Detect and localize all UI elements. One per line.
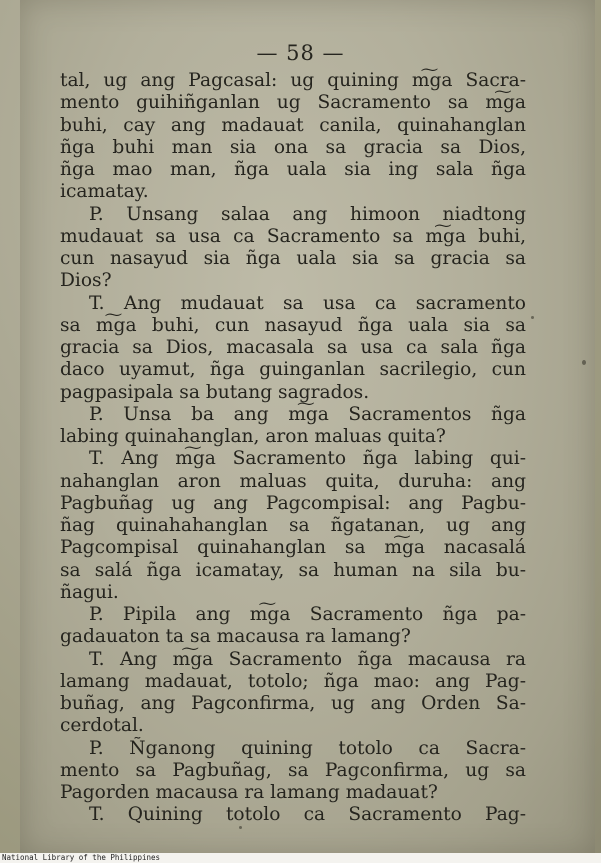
text-line: P. Unsa ba ang m͠ga Sacramentos ñga (89, 403, 526, 425)
text-line: ñag quinahahanglan sa ñgatanan, ug ang (60, 515, 526, 536)
text-line: ñagui. (60, 581, 119, 603)
text-line: T. Ang m͠ga Sacramento ñga labing qui- (89, 448, 526, 470)
text-line: Dios? (60, 270, 112, 292)
text-line: mento sa Pagbuñag, sa Pagconfirma, ug sa (60, 759, 526, 781)
footer-bar (0, 853, 601, 863)
text-line: Pagbuñag ug ang Pagcompisal: ang Pagbu- (60, 492, 526, 514)
paper-speck (531, 316, 534, 319)
text-line: mudauat sa usa ca Sacramento sa m͠ga buhi, (60, 225, 526, 247)
text-line: T. Ang m͠ga Sacramento ñga macausa ra (89, 648, 526, 670)
text-line: T. Quining totolo ca Sacramento Pag- (89, 804, 526, 826)
text-line: Pagorden macausa ra lamang madauat? (60, 782, 438, 803)
text-line: pagpasipala sa butang sagrados. (60, 381, 370, 403)
text-line: cun nasayud sia ñga uala sia sa gracia sa (60, 248, 526, 269)
text-line: ñga buhi man sia ona sa gracia sa Dios, (60, 136, 526, 158)
text-line: P. Ñganong quining totolo ca Sacra- (89, 737, 526, 759)
text-line: P. Pipila ang m͠ga Sacramento ñga pa- (89, 604, 526, 625)
text-line: nahanglan aron maluas quita, duruha: ang (60, 470, 526, 492)
text-line: tal, ug ang Pagcasal: ug quining m͠ga Sacra- (60, 70, 526, 91)
text-line: sa salá ñga icamatay, sa human na sila bu- (60, 559, 526, 581)
footer-credit: National Library of the Philippines (2, 853, 161, 862)
text-line: daco uyamut, ñga guinganlan sacrilegio, cun (60, 359, 526, 381)
text-line: P. Unsang salaa ang himoon niadtong (89, 203, 526, 225)
paper-speck (582, 360, 586, 365)
text-line: gadauaton ta sa macausa ra lamang? (60, 626, 411, 648)
page-number: — 58 — (256, 41, 345, 65)
text-line: lamang madauat, totolo; ñga mao: ang Pag- (60, 670, 526, 692)
text-line: buñag, ang Pagconfirma, ug ang Orden Sa- (60, 693, 526, 714)
text-line: buhi, cay ang madauat canila, quinahanglan (60, 114, 526, 136)
page-body-text (60, 70, 526, 827)
text-line: Pagcompisal quinahanglan sa m͠ga nacasalá (60, 537, 526, 559)
text-line: gracia sa Dios, macasala sa usa ca sala ñga (60, 337, 526, 358)
text-line: T. Ang mudauat sa usa ca sacramento (89, 292, 526, 314)
text-line: labing quinahanglan, aron maluas quita? (60, 426, 446, 447)
text-line: ñga mao man, ñga uala sia ing sala ñga (60, 159, 526, 180)
text-line: sa m͠ga buhi, cun nasayud ñga uala sia sa (60, 314, 526, 336)
text-line: icamatay. (60, 181, 149, 203)
text-line: mento guihiñganlan ug Sacramento sa m͠ga (60, 92, 526, 114)
text-line: cerdotal. (60, 715, 144, 737)
